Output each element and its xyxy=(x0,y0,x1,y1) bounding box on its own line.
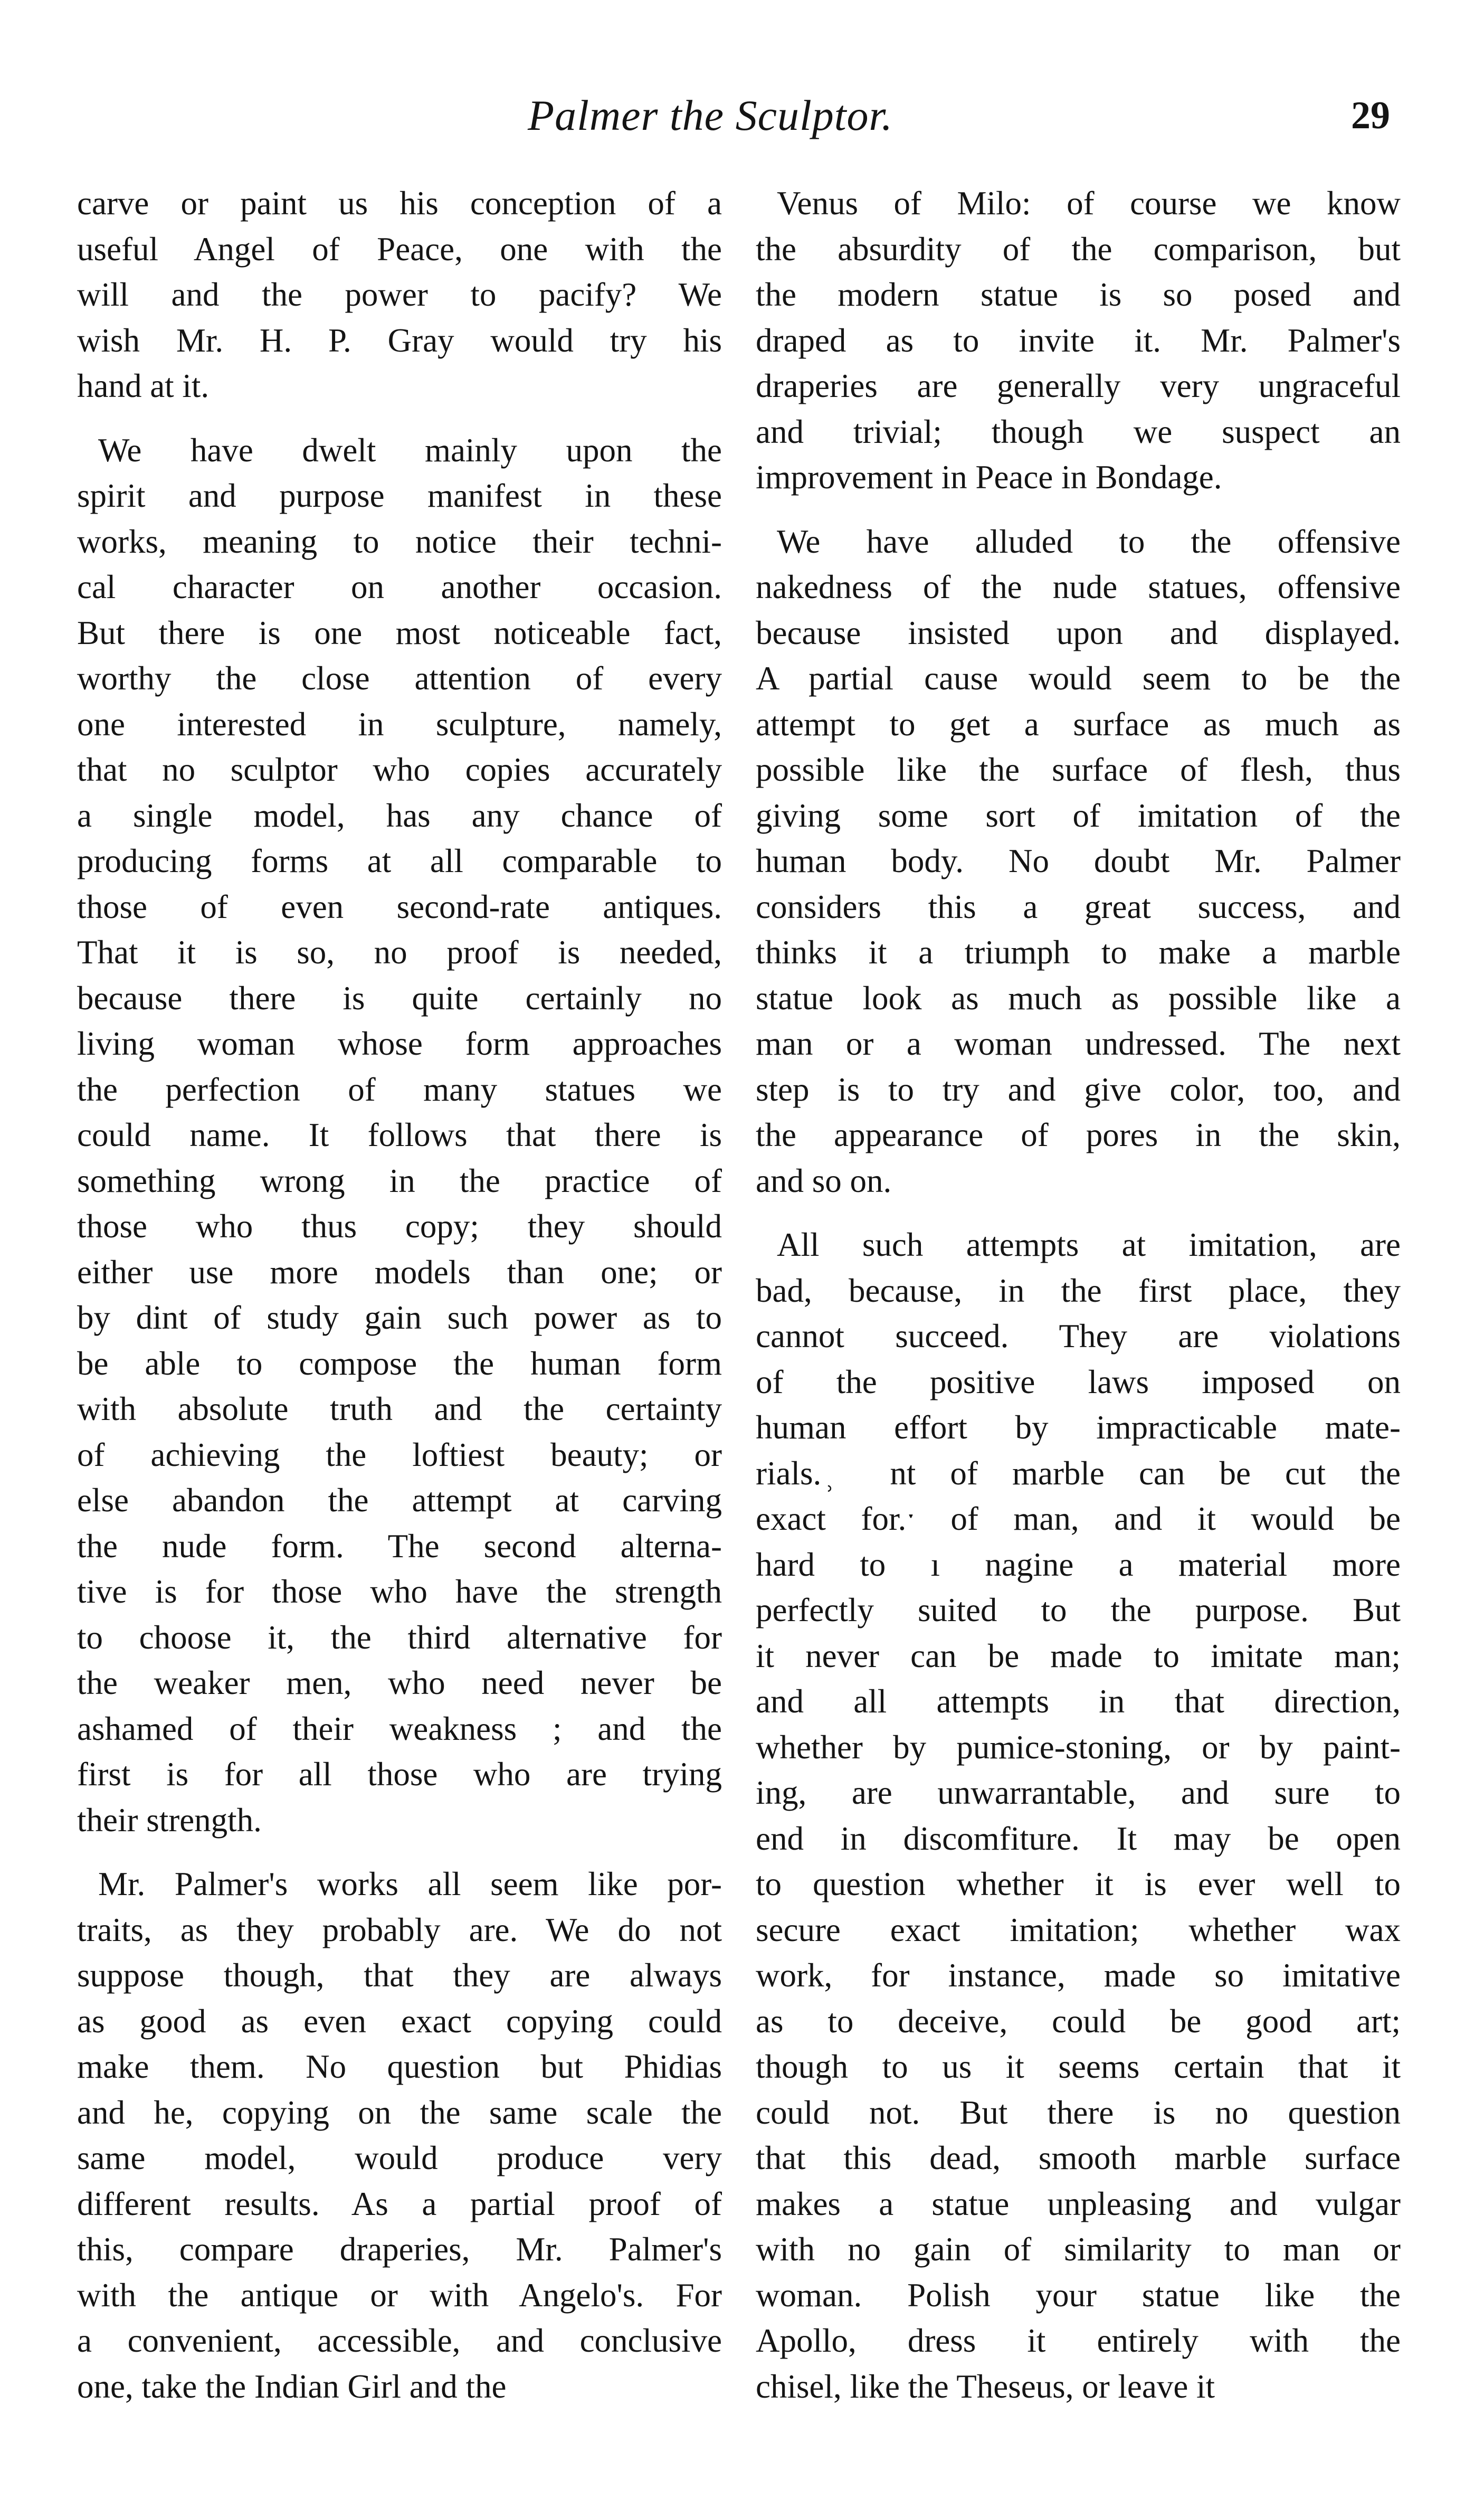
text-line: as to deceive, could be good art; xyxy=(756,2002,1401,2040)
text-line: attempt to get a surface as much as xyxy=(756,705,1401,743)
text-line: ing, are unwarrantable, and sure to xyxy=(756,1774,1401,1811)
text-line: producing forms at all comparable to xyxy=(77,842,722,879)
text-line: tive is for those who have the strength xyxy=(77,1573,722,1610)
text-line: giving some sort of imitation of the xyxy=(756,797,1401,834)
running-title: Palmer the Sculptor. xyxy=(528,91,893,139)
text-line: man or a woman undressed. The next xyxy=(756,1025,1401,1062)
text-line: thinks it a triumph to make a marble xyxy=(756,934,1401,971)
text-line: the absurdity of the comparison, but xyxy=(756,230,1401,268)
text-line: wish Mr. H. P. Gray would try his xyxy=(77,321,722,359)
text-line: a single model, has any chance of xyxy=(77,797,722,834)
text-line: But there is one most noticeable fact, xyxy=(77,614,722,651)
text-line: to question whether it is ever well to xyxy=(756,1866,1401,1902)
text-line: living woman whose form approaches xyxy=(77,1025,722,1062)
text-line: with absolute truth and the certainty xyxy=(77,1390,722,1427)
text-line: the weaker men, who need never be xyxy=(77,1664,722,1701)
text-line: considers this a great success, and xyxy=(756,888,1401,925)
text-line: their strength. xyxy=(77,1801,262,1839)
text-line: Venus of Milo: of course we know xyxy=(777,185,1401,222)
text-line: woman. Polish your statue like the xyxy=(756,2276,1401,2314)
text-line: ashamed of their weakness ; and the xyxy=(77,1710,722,1747)
text-line: it never can be made to imitate man; xyxy=(756,1637,1401,1674)
text-line: the perfection of many statues we xyxy=(77,1071,722,1108)
text-line: this, compare draperies, Mr. Palmer's xyxy=(77,2231,722,2268)
text-line: and so on. xyxy=(756,1162,892,1199)
text-line: draperies are generally very ungraceful xyxy=(756,367,1401,404)
text-line: chisel, like the Theseus, or leave it xyxy=(756,2368,1215,2405)
text-line: worthy the close attention of every xyxy=(77,660,722,697)
text-line: hand at it. xyxy=(77,367,210,404)
paragraph xyxy=(77,428,722,1843)
text-line: Apollo, dress it entirely with the xyxy=(756,2322,1401,2359)
text-line: statue look as much as possible like a xyxy=(756,979,1401,1017)
text-line: the appearance of pores in the skin, xyxy=(756,1116,1401,1153)
text-line: end in discomfiture. It may be open xyxy=(756,1820,1401,1857)
paragraph xyxy=(756,519,1401,1204)
text-line: same model, would produce very xyxy=(77,2139,722,2176)
text-line: could not. But there is no question xyxy=(756,2094,1401,2131)
text-line: That it is so, no proof is needed, xyxy=(77,934,722,971)
text-line: cannot succeed. They are violations xyxy=(756,1318,1401,1355)
text-line: of the positive laws imposed on xyxy=(756,1363,1401,1400)
text-line: one interested in sculpture, namely, xyxy=(77,705,722,743)
text-line: human effort by impracticable mate- xyxy=(756,1409,1401,1446)
text-line: possible like the surface of flesh, thus xyxy=(756,751,1401,788)
text-line: Mr. Palmer's works all seem like por- xyxy=(98,1866,722,1902)
text-line: by dint of study gain such power as to xyxy=(77,1299,722,1336)
text-line: improvement in Peace in Bondage. xyxy=(756,459,1222,496)
paragraph xyxy=(756,181,1401,500)
text-line: works, meaning to notice their techni- xyxy=(77,523,722,560)
text-line: and trivial; though we suspect an xyxy=(756,413,1401,450)
text-line: All such attempts at imitation, are xyxy=(777,1226,1401,1263)
text-line: something wrong in the practice of xyxy=(77,1162,722,1199)
text-line: cal character on another occasion. xyxy=(77,569,722,605)
text-line: be able to compose the human form xyxy=(77,1345,722,1382)
text-line: suppose though, that they are always xyxy=(77,1957,722,1994)
text-line: We have alluded to the offensive xyxy=(777,523,1401,560)
text-line: nakedness of the nude statues, offensive xyxy=(756,569,1401,605)
text-line: step is to try and give color, too, and xyxy=(756,1071,1401,1108)
text-line: human body. No doubt Mr. Palmer xyxy=(756,842,1401,879)
right-column xyxy=(756,181,1401,2428)
text-line: that no sculptor who copies accurately xyxy=(77,751,722,788)
text-line: make them. No question but Phidias xyxy=(77,2048,722,2085)
text-line: draped as to invite it. Mr. Palmer's xyxy=(756,321,1401,359)
text-line: with no gain of similarity to man or xyxy=(756,2231,1401,2268)
text-line: as good as even exact copying could xyxy=(77,2002,722,2040)
paragraph xyxy=(756,1222,1401,2409)
text-line: a convenient, accessible, and conclusive xyxy=(77,2322,722,2359)
text-line: useful Angel of Peace, one with the xyxy=(77,230,722,268)
text-line: will and the power to pacify? We xyxy=(77,276,722,313)
text-line: exact for.ˑ of man, and it would be xyxy=(756,1500,1401,1537)
page-number: 29 xyxy=(1351,94,1390,137)
text-line: traits, as they probably are. We do not xyxy=(77,1911,722,1948)
text-line: rials. ̹ nt of marble can be cut the xyxy=(756,1454,1401,1492)
text-line: though to us it seems certain that it xyxy=(756,2048,1401,2085)
text-line: spirit and purpose manifest in these xyxy=(77,477,722,514)
text-line: to choose it, the third alternative for xyxy=(77,1618,722,1656)
text-line: because insisted upon and displayed. xyxy=(756,614,1401,651)
text-line: carve or paint us his conception of a xyxy=(77,185,722,222)
text-line: secure exact imitation; whether wax xyxy=(756,1911,1401,1948)
text-line: and all attempts in that direction, xyxy=(756,1683,1401,1720)
text-line: those who thus copy; they should xyxy=(77,1208,722,1245)
text-line: makes a statue unpleasing and vulgar xyxy=(756,2185,1401,2222)
text-line: and he, copying on the same scale the xyxy=(77,2094,722,2131)
paragraph xyxy=(77,181,722,409)
text-line: of achieving the loftiest beauty; or xyxy=(77,1436,722,1473)
text-line: We have dwelt mainly upon the xyxy=(98,431,722,469)
text-line: the modern statue is so posed and xyxy=(756,276,1401,313)
text-line: work, for instance, made so imitative xyxy=(756,1957,1401,1994)
text-line: whether by pumice-stoning, or by paint- xyxy=(756,1728,1401,1766)
text-line: one, take the Indian Girl and the xyxy=(77,2368,507,2405)
text-line: different results. As a partial proof of xyxy=(77,2185,722,2222)
text-line: A partial cause would seem to be the xyxy=(756,660,1401,697)
text-line: the nude form. The second alterna- xyxy=(77,1527,722,1565)
text-line: perfectly suited to the purpose. But xyxy=(756,1592,1401,1629)
text-line: hard to ı nagine a material more xyxy=(756,1546,1401,1583)
text-line: with the antique or with Angelo's. For xyxy=(77,2276,722,2314)
text-line: first is for all those who are trying xyxy=(77,1756,722,1793)
paragraph xyxy=(77,1861,722,2409)
text-line: either use more models than one; or xyxy=(77,1253,722,1291)
text-line: because there is quite certainly no xyxy=(77,979,722,1017)
text-line: that this dead, smooth marble surface xyxy=(756,2139,1401,2176)
text-line: those of even second-rate antiques. xyxy=(77,888,722,925)
left-column xyxy=(77,181,722,2428)
text-line: bad, because, in the first place, they xyxy=(756,1272,1401,1309)
text-line: else abandon the attempt at carving xyxy=(77,1482,722,1519)
text-line: could name. It follows that there is xyxy=(77,1116,722,1153)
